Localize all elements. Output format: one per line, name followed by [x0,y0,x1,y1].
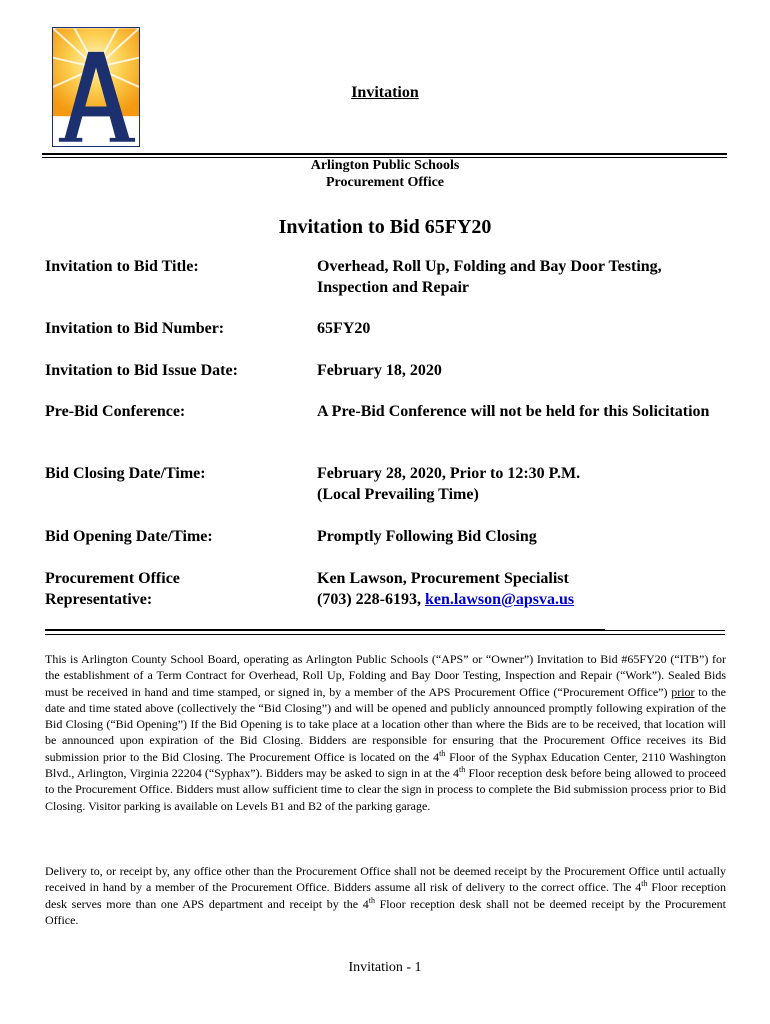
field-label: Invitation to Bid Title: [45,258,199,275]
field-label: Invitation to Bid Issue Date: [45,362,238,379]
org-office: Procurement Office [325,175,445,190]
field-label: Invitation to Bid Number: [45,320,225,337]
field-label: Bid Opening Date/Time: [45,528,213,545]
page-title: Invitation to Bid 65FY20 [278,216,492,238]
representative-phone: (703) 228-6193, [317,591,425,608]
separator-rule-thin [605,630,725,631]
field-label: Bid Closing Date/Time: [45,465,206,482]
field-label-line1: Procurement Office [45,570,180,587]
field-value [317,463,726,505]
representative-email-link[interactable]: ken.lawson@apsva.us [424,591,575,608]
invitation-heading: Invitation [351,84,419,101]
field-value: Promptly Following Bid Closing [317,528,537,545]
field-value: A Pre-Bid Conference will not be held for this Solicitation [317,403,710,420]
paragraph-submission: This is Arlington County School Board, operating as Arlington Public Schools (“APS” or “Owner”) Invitation to Bid #65FY20 (“ITB”) for the establishment of a Term Contract for Overhead, Roll Up, Folding and Bay Door Testing, Inspection and Repair (“Work”). Sealed Bids must be received in hand and time stamped, or signed in, by a member of the APS Procurement Office (“Procurement Office”) prior to the date and time stated above (collectively the “Bid Closing”) and will be opened and publicly announced promptly following expiration of the Bid Closing (“Bid Opening”) If the Bid Opening is to take place at a location other than where the Bids are to be received, that location will be announced upon expiration of the Bid Closing. Bidders are responsible for ensuring that the Procurement Office receives its Bid submission prior to the Bid Closing. The Procurement Office is located on the 4th Floor of the Syphax Education Center, 2110 Washington Blvd., Arlington, Virginia 22204 (“Syphax”). Bidders may be asked to sign in at the 4th Floor reception desk before being allowed to proceed to the Procurement Office. Bidders must allow sufficient time to clear the sign in process to complete the Bid submission process prior to Bid Closing. Visitor parking is available on Levels B1 and B2 of the parking garage. [45,652,727,813]
header-rule [42,153,727,155]
field-value: Overhead, Roll Up, Folding and Bay Door Testing, Inspection and Repair [317,258,662,296]
field-label: Pre-Bid Conference: [45,403,186,420]
field-label [45,568,305,610]
representative-name: Ken Lawson, Procurement Specialist [317,570,569,587]
organization-block [0,157,770,191]
field-value [317,568,726,610]
field-label-line2: Representative: [45,591,153,608]
field-value: 65FY20 [317,320,371,337]
page-footer: Invitation - 1 [348,960,422,975]
prior-emphasis: prior [671,684,695,699]
paragraph-delivery: Delivery to, or receipt by, any office other than the Procurement Office shall not be deemed receipt by the Procurement Office until actually received in hand by a member of the Procurement Office. Bidders assume all risk of delivery to the correct office. The 4th Floor reception desk serves more than one APS department and receipt by the 4th Floor reception desk shall not be deemed receipt by the Procurement Office. [45,864,726,927]
closing-timezone: (Local Prevailing Time) [317,486,479,503]
representative-contact [317,589,726,610]
field-value: February 18, 2020 [317,362,442,379]
separator-rule [45,629,605,631]
separator-rule-lower [45,634,725,635]
org-name: Arlington Public Schools [310,158,460,173]
closing-datetime: February 28, 2020, Prior to 12:30 P.M. [317,465,581,482]
